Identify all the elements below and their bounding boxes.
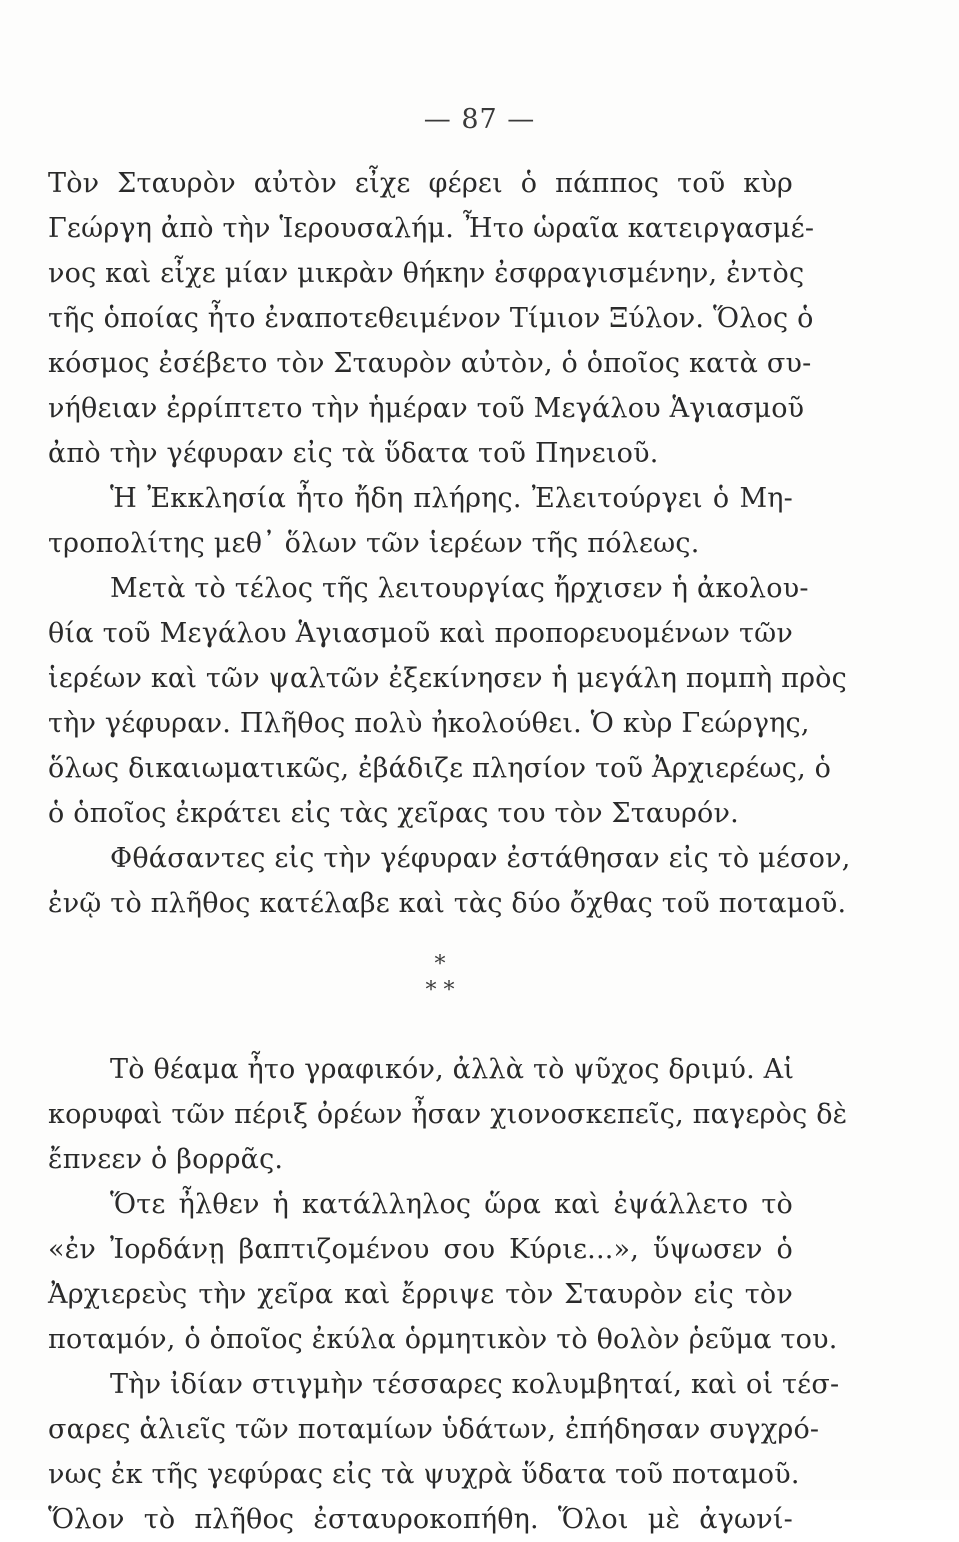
text-line: ποταμόν, ὁ ὁποῖος ἐκύλα ὁρμητικὸν τὸ θολὸν ῥεῦμα του. (48, 1324, 838, 1355)
asterism-top: * (434, 952, 446, 977)
text-line: νήθειαν ἐρρίπτετο τὴν ἡμέραν τοῦ Μεγάλου Ἁγιασμοῦ (48, 393, 805, 424)
text-line: τροπολίτης μεθ᾽ ὅλων τῶν ἱερέων τῆς πόλεως. (48, 528, 700, 559)
text-line: Τὴν ἰδίαν στιγμὴν τέσσαρες κολυμβηταί, καὶ οἱ τέσ- (110, 1369, 840, 1400)
text-line: Τὸ θέαμα ἦτο γραφικόν, ἀλλὰ τὸ ψῦχος δριμύ. Αἱ (110, 1054, 795, 1085)
text-line: «ἐν Ἰορδάνῃ βαπτιζομένου σου Κύριε...», ὕψωσεν ὁ (48, 1234, 793, 1265)
text-line: Ἀρχιερεὺς τὴν χεῖρα καὶ ἔρριψε τὸν Σταυρὸν εἰς τὸν (48, 1279, 793, 1310)
text-line: νως ἐκ τῆς γεφύρας εἰς τὰ ψυχρὰ ὕδατα τοῦ ποταμοῦ. (48, 1459, 800, 1490)
text-line: κορυφαὶ τῶν πέριξ ὀρέων ἦσαν χιονοσκεπεῖς, παγερὸς δὲ (48, 1099, 848, 1130)
text-line: ἐνῷ τὸ πλῆθος κατέλαβε καὶ τὰς δύο ὄχθας τοῦ ποταμοῦ. (48, 888, 847, 919)
text-line: τὴν γέφυραν. Πλῆθος πολὺ ἠκολούθει. Ὁ κὺρ Γεώργης, (48, 708, 810, 739)
text-line: τῆς ὁποίας ἦτο ἐναποτεθειμένον Τίμιον Ξύλον. Ὅλος ὁ (48, 303, 814, 334)
text-line: ἱερέων καὶ τῶν ψαλτῶν ἐξεκίνησεν ἡ μεγάλη πομπὴ πρὸς (48, 663, 847, 694)
text-line: ἀπὸ τὴν γέφυραν εἰς τὰ ὕδατα τοῦ Πηνειοῦ. (48, 438, 659, 469)
asterism-bottom: * * (425, 978, 455, 1003)
text-line: κόσμος ἐσέβετο τὸν Σταυρὸν αὐτὸν, ὁ ὁποῖος κατὰ συ- (48, 348, 812, 379)
text-line: Ὅτε ἦλθεν ἡ κατάλληλος ὥρα καὶ ἐψάλλετο τὸ (110, 1189, 793, 1220)
text-line: Ὅλον τὸ πλῆθος ἐσταυροκοπήθη. Ὅλοι μὲ ἀγωνί- (48, 1504, 793, 1535)
text-line: νος καὶ εἶχε μίαν μικρὰν θήκην ἐσφραγισμένην, ἐντὸς (48, 258, 805, 289)
text-line: Γεώργη ἀπὸ τὴν Ἱερουσαλήμ. Ἦτο ὡραῖα κατειργασμέ- (48, 213, 815, 244)
text-line: θία τοῦ Μεγάλου Ἁγιασμοῦ καὶ προπορευομένων τῶν (48, 618, 793, 649)
text-line: ὁ ὁποῖος ἐκράτει εἰς τὰς χεῖρας του τὸν Σταυρόν. (48, 798, 739, 829)
text-line: ὅλως δικαιωματικῶς, ἐβάδιζε πλησίον τοῦ Ἀρχιερέως, ὁ (48, 753, 832, 784)
text-line: Τὸν Σταυρὸν αὐτὸν εἶχε φέρει ὁ πάππος τοῦ κὺρ (48, 168, 793, 199)
text-line: Ἡ Ἐκκλησία ἦτο ἤδη πλήρης. Ἐλειτούργει ὁ Μη- (110, 483, 793, 514)
text-line: ἔπνεεν ὁ βορρᾶς. (48, 1144, 284, 1175)
text-line: Φθάσαντες εἰς τὴν γέφυραν ἐστάθησαν εἰς τὸ μέσον, (110, 843, 851, 874)
text-line: σαρες ἁλιεῖς τῶν ποταμίων ὑδάτων, ἐπήδησαν συγχρό- (48, 1414, 820, 1445)
text-line: Μετὰ τὸ τέλος τῆς λειτουργίας ἤρχισεν ἡ ἀκολου- (110, 573, 809, 604)
page-number: — 87 — (423, 104, 536, 135)
